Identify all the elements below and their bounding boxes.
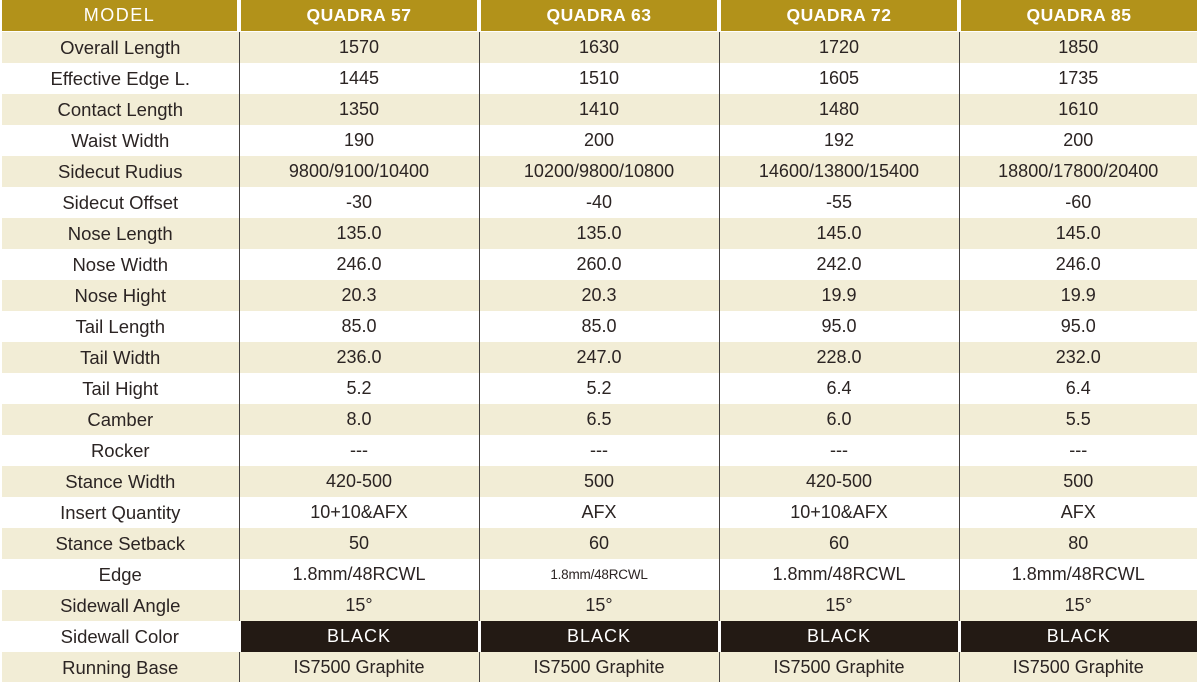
spec-label-cell: Sidewall Angle <box>60 594 181 616</box>
spec-value-cell: 95.0 <box>959 311 1197 342</box>
spec-row <box>2 559 1197 590</box>
spec-table-body <box>2 32 1197 682</box>
spec-row <box>2 373 1197 404</box>
spec-value-cell: --- <box>479 435 719 466</box>
spec-value-cell: 80 <box>959 528 1197 559</box>
spec-value-cell: 232.0 <box>959 342 1197 373</box>
spec-sheet <box>2 0 1197 682</box>
spec-value-cell: 6.4 <box>959 373 1197 404</box>
spec-row <box>2 342 1197 373</box>
spec-value-cell: 10+10&AFX <box>239 497 479 528</box>
spec-row <box>2 466 1197 497</box>
spec-value-cell: 145.0 <box>719 218 959 249</box>
spec-value-cell: 6.4 <box>719 373 959 404</box>
spec-label-cell: Running Base <box>62 656 179 678</box>
spec-label-cell: Sidewall Color <box>60 625 179 647</box>
spec-value-cell: 5.2 <box>479 373 719 404</box>
spec-label-cell: Stance Width <box>65 470 176 492</box>
spec-value-cell: 500 <box>479 466 719 497</box>
spec-value-cell: BLACK <box>479 621 719 652</box>
spec-value-cell: IS7500 Graphite <box>239 652 479 682</box>
spec-label-cell: Nose Hight <box>74 284 166 306</box>
spec-value-cell: 1510 <box>479 63 719 94</box>
spec-label-cell: Edge <box>98 563 142 585</box>
spec-value-cell: 60 <box>479 528 719 559</box>
spec-value-cell: IS7500 Graphite <box>959 652 1197 682</box>
spec-label-cell: Tail Hight <box>82 377 159 399</box>
spec-label-cell: Overall Length <box>60 36 181 58</box>
spec-value-cell: 6.0 <box>719 404 959 435</box>
spec-value-cell: 6.5 <box>479 404 719 435</box>
header-row <box>2 0 1197 32</box>
spec-value-cell: 1610 <box>959 94 1197 125</box>
spec-value-cell: 135.0 <box>479 218 719 249</box>
spec-label-cell: Rocker <box>90 439 150 461</box>
spec-row <box>2 280 1197 311</box>
spec-value-cell: BLACK <box>719 621 959 652</box>
spec-value-cell: 236.0 <box>239 342 479 373</box>
spec-label-cell: Insert Quantity <box>60 501 181 523</box>
spec-row <box>2 652 1197 682</box>
spec-value-cell: 10+10&AFX <box>719 497 959 528</box>
spec-value-cell: 1.8mm/48RCWL <box>719 559 959 590</box>
spec-label-cell: Nose Length <box>67 222 173 244</box>
spec-row <box>2 590 1197 621</box>
spec-row <box>2 218 1197 249</box>
spec-value-cell: AFX <box>959 497 1197 528</box>
spec-row <box>2 32 1197 64</box>
spec-value-cell: AFX <box>479 497 719 528</box>
spec-value-cell: 260.0 <box>479 249 719 280</box>
spec-value-cell: 1570 <box>239 32 479 64</box>
spec-row <box>2 249 1197 280</box>
spec-value-cell: 95.0 <box>719 311 959 342</box>
spec-label-cell: Nose Width <box>72 253 169 275</box>
spec-value-cell: 228.0 <box>719 342 959 373</box>
spec-value-cell: 19.9 <box>959 280 1197 311</box>
spec-value-cell: 246.0 <box>239 249 479 280</box>
spec-label-cell: Tail Length <box>75 315 165 337</box>
spec-label-cell: Effective Edge L. <box>50 67 191 89</box>
spec-value-cell: 190 <box>239 125 479 156</box>
spec-value-cell: 1350 <box>239 94 479 125</box>
spec-label-cell: Sidecut Rudius <box>58 160 183 182</box>
spec-value-cell: 19.9 <box>719 280 959 311</box>
spec-label-cell: Contact Length <box>57 98 183 120</box>
spec-value-cell: --- <box>239 435 479 466</box>
spec-value-cell: 135.0 <box>239 218 479 249</box>
spec-row <box>2 311 1197 342</box>
spec-value-cell: 1480 <box>719 94 959 125</box>
spec-value-cell: 247.0 <box>479 342 719 373</box>
spec-value-cell: 18800/17800/20400 <box>959 156 1197 187</box>
spec-value-cell: 192 <box>719 125 959 156</box>
spec-value-cell: 242.0 <box>719 249 959 280</box>
spec-row <box>2 125 1197 156</box>
spec-row <box>2 621 1197 652</box>
spec-value-cell: 20.3 <box>479 280 719 311</box>
spec-row <box>2 404 1197 435</box>
spec-value-cell: 15° <box>479 590 719 621</box>
spec-value-cell: 14600/13800/15400 <box>719 156 959 187</box>
spec-value-cell: 1.8mm/48RCWL <box>959 559 1197 590</box>
spec-value-cell: 200 <box>959 125 1197 156</box>
spec-label-cell: Camber <box>87 408 154 430</box>
spec-value-cell: 1410 <box>479 94 719 125</box>
spec-value-cell: 9800/9100/10400 <box>239 156 479 187</box>
spec-label-cell: Stance Setback <box>55 532 186 554</box>
model-column-header: QUADRA 63 <box>479 0 719 32</box>
model-column-header: QUADRA 57 <box>239 0 479 32</box>
spec-value-cell: -40 <box>479 187 719 218</box>
spec-value-cell: 1850 <box>959 32 1197 64</box>
spec-label-cell: Tail Width <box>80 346 161 368</box>
spec-value-cell: 5.5 <box>959 404 1197 435</box>
spec-value-cell: 1.8mm/48RCWL <box>479 559 719 590</box>
spec-value-cell: 1605 <box>719 63 959 94</box>
spec-row <box>2 156 1197 187</box>
spec-row <box>2 497 1197 528</box>
spec-value-cell: 1720 <box>719 32 959 64</box>
spec-value-cell: 15° <box>719 590 959 621</box>
spec-value-cell: BLACK <box>239 621 479 652</box>
spec-value-cell: 20.3 <box>239 280 479 311</box>
spec-value-cell: BLACK <box>959 621 1197 652</box>
spec-value-cell: IS7500 Graphite <box>479 652 719 682</box>
spec-value-cell: 1735 <box>959 63 1197 94</box>
spec-value-cell: 60 <box>719 528 959 559</box>
spec-value-cell: 145.0 <box>959 218 1197 249</box>
model-header-cell: MODEL <box>2 0 239 32</box>
model-column-header: QUADRA 72 <box>719 0 959 32</box>
spec-row <box>2 528 1197 559</box>
spec-value-cell: 420-500 <box>719 466 959 497</box>
spec-label-cell: Waist Width <box>71 129 170 151</box>
spec-value-cell: IS7500 Graphite <box>719 652 959 682</box>
model-column-header: QUADRA 85 <box>959 0 1197 32</box>
spec-value-cell: 500 <box>959 466 1197 497</box>
spec-value-cell: 15° <box>239 590 479 621</box>
spec-value-cell: 420-500 <box>239 466 479 497</box>
spec-value-cell: -60 <box>959 187 1197 218</box>
spec-value-cell: 85.0 <box>239 311 479 342</box>
spec-label-cell: Sidecut Offset <box>62 191 179 213</box>
spec-value-cell: 246.0 <box>959 249 1197 280</box>
spec-row <box>2 435 1197 466</box>
spec-value-cell: 200 <box>479 125 719 156</box>
spec-value-cell: --- <box>959 435 1197 466</box>
spec-value-cell: -30 <box>239 187 479 218</box>
spec-value-cell: --- <box>719 435 959 466</box>
spec-value-cell: 15° <box>959 590 1197 621</box>
spec-value-cell: 50 <box>239 528 479 559</box>
spec-value-cell: 85.0 <box>479 311 719 342</box>
spec-value-cell: 1445 <box>239 63 479 94</box>
spec-value-cell: -55 <box>719 187 959 218</box>
spec-value-cell: 8.0 <box>239 404 479 435</box>
model-spec-table <box>2 0 1197 682</box>
spec-value-cell: 5.2 <box>239 373 479 404</box>
spec-row <box>2 63 1197 94</box>
spec-value-cell: 1630 <box>479 32 719 64</box>
spec-row <box>2 187 1197 218</box>
spec-value-cell: 10200/9800/10800 <box>479 156 719 187</box>
spec-row <box>2 94 1197 125</box>
spec-table-header <box>2 0 1197 32</box>
spec-value-cell: 1.8mm/48RCWL <box>239 559 479 590</box>
